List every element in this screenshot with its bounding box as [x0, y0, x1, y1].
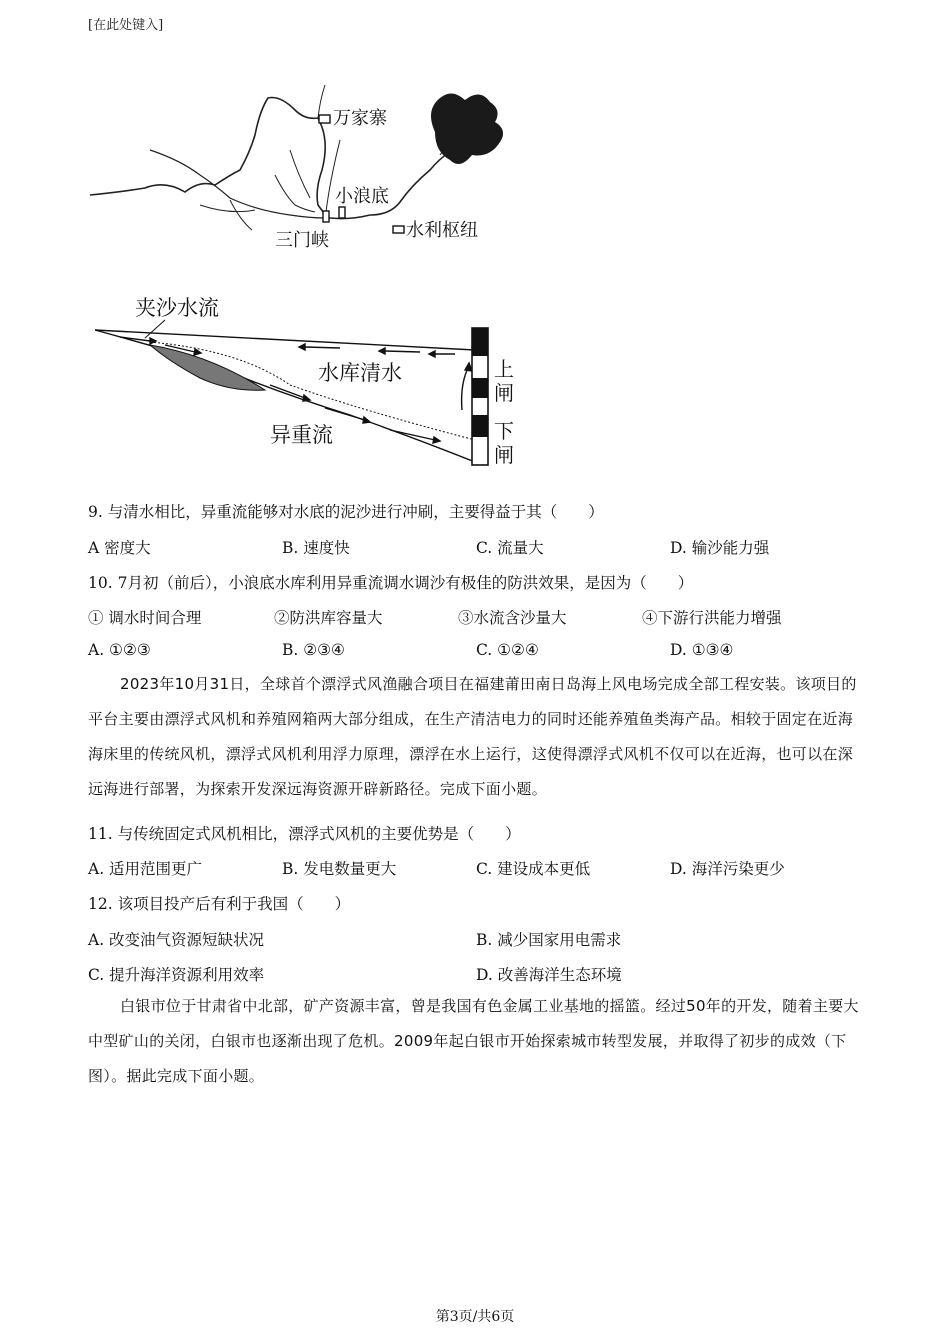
dam-middle — [472, 378, 488, 398]
label-lower: 下 — [494, 419, 514, 443]
q12-option-b: B. 减少国家用电需求 — [476, 931, 622, 949]
q9-stem: 9. 与清水相比，异重流能够对水底的泥沙进行冲刷，主要得益于其（ ） — [88, 503, 604, 521]
q10-item-3: ③水流含沙量大 — [458, 609, 567, 627]
q11-stem: 11. 与传统固定式风机相比，漂浮式风机的主要优势是（ ） — [88, 825, 521, 843]
tributary-2 — [230, 200, 252, 230]
q10-option-b: B. ②③④ — [282, 641, 345, 659]
density-current-diagram — [90, 290, 530, 470]
q9-option-a: A 密度大 — [88, 539, 151, 557]
q10-option-c: C. ①②④ — [476, 641, 539, 659]
tributary-wei — [150, 150, 325, 218]
label-legend: 水利枢纽 — [406, 220, 478, 241]
q11-option-a: A. 适用范围更广 — [88, 860, 203, 878]
q12-option-a: A. 改变油气资源短缺状况 — [88, 931, 265, 949]
passage-baiyin: 白银市位于甘肃省中北部，矿产资源丰富，曾是我国有色金属工业基地的摇篮。经过50年的开发，随着主要大中型矿山的关闭，白银市也逐渐出现了危机。2009年起白银市开始探索城市转型发展，并取得了初步的成效（下图）。据此完成下面小题。 — [88, 997, 859, 1085]
q10-item-4: ④下游行洪能力增强 — [642, 609, 782, 627]
legend-marker — [393, 226, 404, 233]
q10-item-1: ① 调水时间合理 — [88, 609, 202, 627]
page-header: [在此处键入] — [88, 18, 164, 33]
q9-option-c: C. 流量大 — [476, 539, 544, 557]
label-sanmenxia: 三门峡 — [275, 230, 329, 251]
label-sediment-flow: 夹沙水流 — [135, 296, 219, 320]
q11-option-c: C. 建设成本更低 — [476, 860, 591, 878]
label-clear-water: 水库清水 — [318, 361, 402, 385]
passage-wind-fishery: 2023年10月31日，全球首个漂浮式风渔融合项目在福建莆田南日岛海上风电场完成全部工程安装。该项目的平台主要由漂浮式风机和养殖网箱两大部分组成，在生产清洁电力的同时还能养殖鱼类海产品。相较于固定在近海海床里的传统风机，漂浮式风机利用浮力原理，漂浮在水上运行，这使得漂浮式风机不仅可以在近海，也可以在深远海进行部署，为探索开发深远海资源开辟新路径。完成下面小题。 — [88, 675, 857, 798]
tributary-1 — [200, 205, 255, 212]
dam-lower — [472, 415, 488, 437]
dam-top — [472, 328, 488, 356]
q9-option-d: D. 输沙能力强 — [670, 539, 770, 557]
sediment-deposit — [150, 345, 265, 390]
q12-stem: 12. 该项目投产后有利于我国（ ） — [88, 895, 351, 913]
q10-option-a: A. ①②③ — [88, 641, 151, 659]
page-footer: 第3页/共6页 — [435, 1309, 515, 1325]
q11-option-d: D. 海洋污染更少 — [670, 860, 785, 878]
label-pointer — [145, 320, 165, 338]
q10-stem: 10. 7月初（前后），小浪底水库利用异重流调水调沙有极佳的防洪效果，是因为（ ） — [88, 574, 694, 592]
label-gate-1: 闸 — [494, 381, 514, 405]
q10-item-2: ②防洪库容量大 — [274, 609, 383, 627]
bohai-sea — [431, 93, 503, 164]
q11-option-b: B. 发电数量更大 — [282, 860, 397, 878]
tributary-5 — [318, 85, 325, 118]
label-wanjiazhai: 万家寨 — [333, 108, 387, 129]
main-river — [90, 98, 450, 219]
xiaolangdi-marker — [339, 207, 345, 218]
sanmenxia-marker — [323, 211, 329, 222]
yellow-river-map — [80, 80, 540, 260]
q9-option-b: B. 速度快 — [282, 539, 350, 557]
label-xiaolangdi: 小浪底 — [335, 186, 389, 207]
q10-option-d: D. ①③④ — [670, 641, 734, 659]
q12-option-d: D. 改善海洋生态环境 — [476, 966, 622, 984]
wanjiazhai-marker — [319, 115, 330, 123]
label-density-current: 异重流 — [270, 423, 333, 447]
label-gate-2: 闸 — [494, 443, 514, 467]
tributary-4 — [290, 150, 310, 198]
label-upper: 上 — [494, 357, 514, 381]
q12-option-c: C. 提升海洋资源利用效率 — [88, 966, 265, 984]
tributary-3 — [275, 175, 315, 212]
